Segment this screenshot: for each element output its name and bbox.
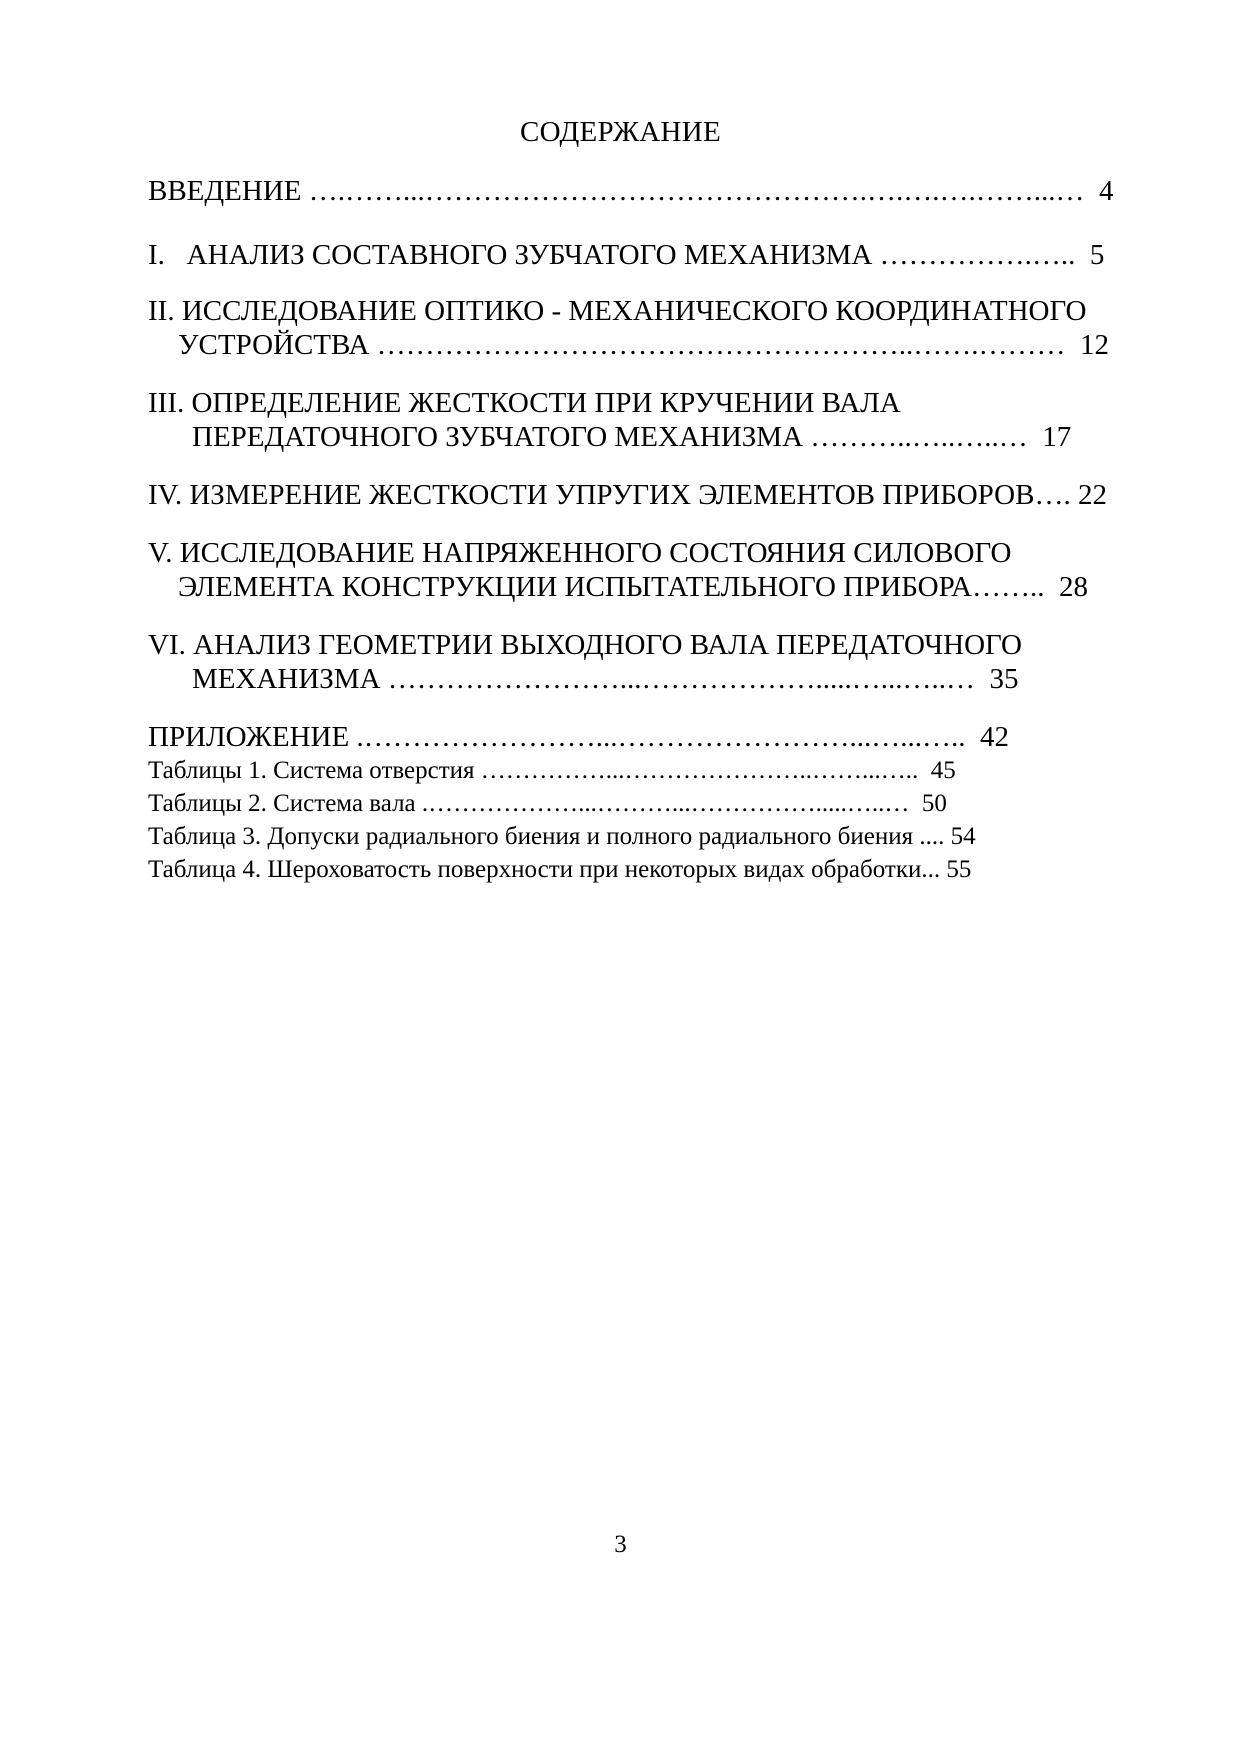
toc-entry-appendix: ПРИЛОЖЕНИЕ .……………………...……………………...…...….. 42 [148,721,1009,753]
toc-entry-chapter-6-line-2: МЕХАНИЗМА ……………………...……………….....…...…..… 35 [192,663,1019,695]
toc-entry-chapter-3-line-2: ПЕРЕДАТОЧНОГО ЗУБЧАТОГО МЕХАНИЗМА ………..…..…..… 17 [192,421,1072,453]
toc-entry-table-1: Таблицы 1. Система отверстия ……………...…………………..……...….. 45 [148,757,956,784]
toc-entry-table-2: Таблицы 2. Система вала .………………...………...…………….....…..… 50 [148,790,947,817]
toc-entry-table-4: Таблица 4. Шероховатость поверхности при некоторых видах обработки... 55 [148,856,972,883]
toc-entry-chapter-1: I. АНАЛИЗ СОСТАВНОГО ЗУБЧАТОГО МЕХАНИЗМА …………….….. 5 [148,239,1105,271]
toc-entry-chapter-5-line-2: ЭЛЕМЕНТА КОНСТРУКЦИИ ИСПЫТАТЕЛЬНОГО ПРИБОРА…….. 28 [178,571,1088,603]
toc-entry-chapter-2-line-2: УСТРОЙСТВА ………………………………………………..…….……… 12 [178,329,1109,361]
toc-entry-table-3: Таблица 3. Допуски радиального биения и полного радиального биения .... 54 [148,823,976,850]
toc-entry-introduction: ВВЕДЕНИЕ ….……...……………………………………….….….….……...… 4 [148,175,1114,207]
page-number: 3 [614,1531,627,1558]
toc-entry-chapter-3-line-1: III. ОПРЕДЕЛЕНИЕ ЖЕСТКОСТИ ПРИ КРУЧЕНИИ ВАЛА [148,387,901,419]
toc-entry-chapter-2-line-1: II. ИССЛЕДОВАНИЕ ОПТИКО - МЕХАНИЧЕСКОГО КООРДИНАТНОГО [148,295,1087,327]
toc-entry-chapter-5-line-1: V. ИССЛЕДОВАНИЕ НАПРЯЖЕННОГО СОСТОЯНИЯ СИЛОВОГО [148,537,1012,569]
toc-entry-chapter-4: IV. ИЗМЕРЕНИЕ ЖЕСТКОСТИ УПРУГИХ ЭЛЕМЕНТОВ ПРИБОРОВ…. 22 [148,479,1107,511]
contents-title: СОДЕРЖАНИЕ [520,116,721,148]
toc-entry-chapter-6-line-1: VI. АНАЛИЗ ГЕОМЕТРИИ ВЫХОДНОГО ВАЛА ПЕРЕДАТОЧНОГО [148,629,1022,661]
